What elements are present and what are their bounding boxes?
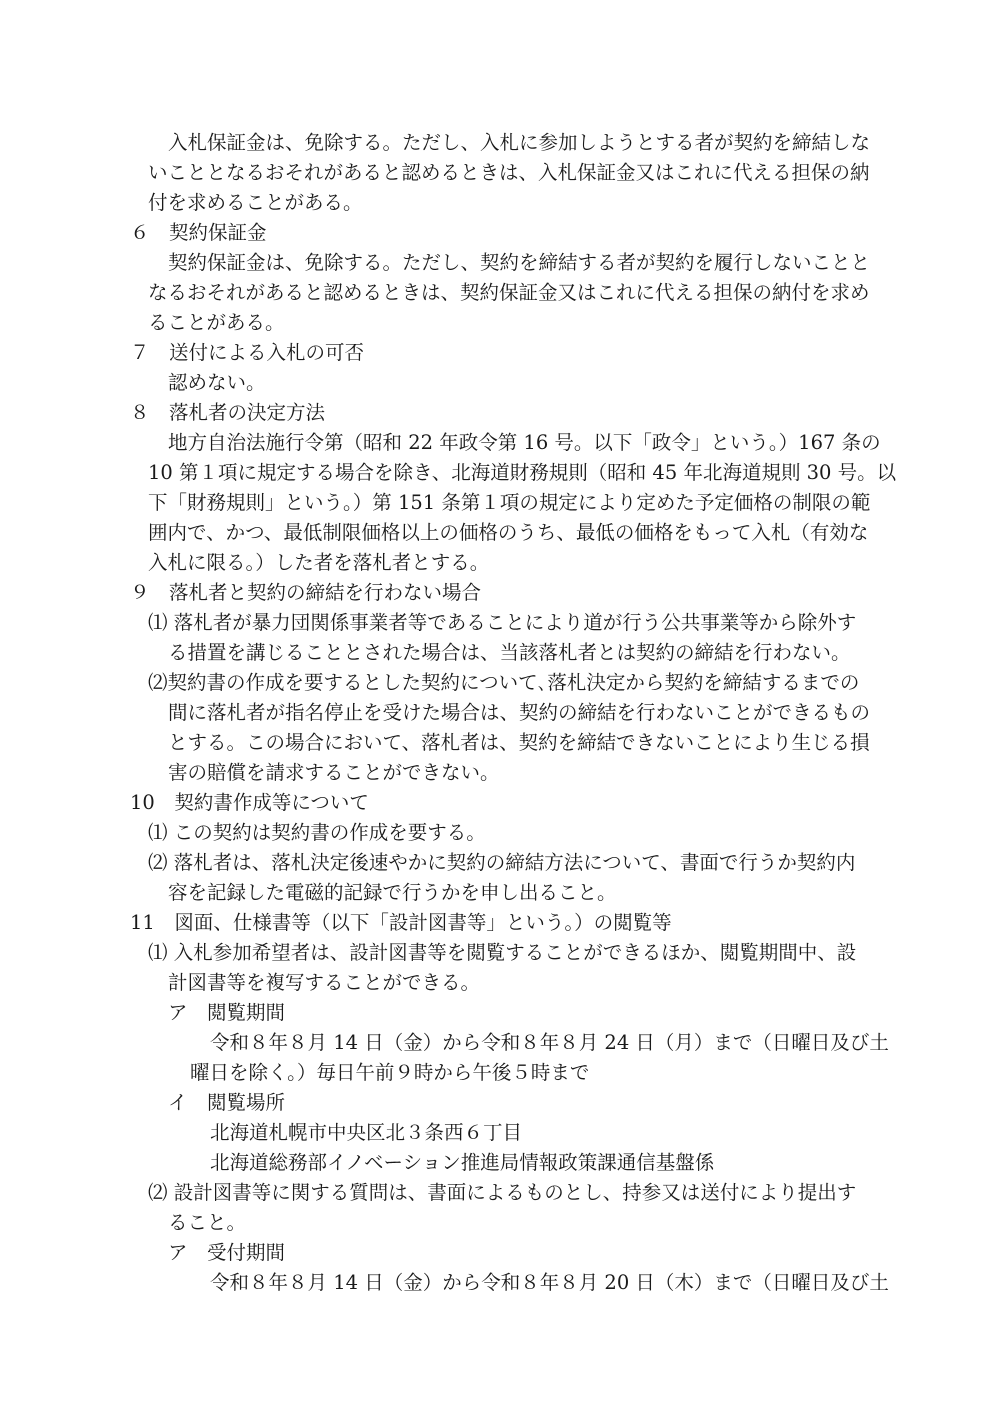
section5-text-line-2: いこととなるおそれがあると認めるときは、入札保証金又はこれに代える担保の納 — [148, 161, 870, 184]
section8-heading: ８ 落札者の決定方法 — [130, 401, 326, 424]
section8-text-line-4: 囲内で、かつ、最低制限価格以上の価格のうち、最低の価格をもって入札（有効な — [148, 521, 869, 544]
section6-text-line-3: ることがある。 — [148, 311, 285, 334]
section9-item2-line-1: ⑵契約書の作成を要するとした契約について､落札決定から契約を締結するまでの — [148, 671, 860, 694]
section6-heading: ６ 契約保証金 — [130, 221, 267, 244]
section5-text-line-1: 入札保証金は、免除する。ただし、入札に参加しようとする者が契約を締結しな — [168, 131, 871, 154]
section9-item1-line-2: る措置を講じることとされた場合は、当該落札者とは契約の締結を行わない。 — [168, 641, 851, 664]
section9-item2-line-3: とする。この場合において、落札者は、契約を締結できないことにより生じる損 — [168, 731, 870, 754]
section8-text-line-5: 入札に限る。）した者を落札者とする。 — [148, 551, 490, 574]
section11-item1-line-1: ⑴ 入札参加希望者は、設計図書等を閲覧することができるほか、閲覧期間中、設 — [148, 941, 857, 964]
section11-heading: 11 図面、仕様書等（以下「設計図書等」という。）の閲覧等 — [130, 911, 672, 934]
section9-item1-line-1: ⑴ 落札者が暴力団関係事業者等であることにより道が行う公共事業等から除外す — [148, 611, 857, 634]
section9-item2-line-4: 害の賠償を請求することができない。 — [168, 761, 500, 784]
viewing-place-heading: イ 閲覧場所 — [168, 1091, 286, 1114]
reception-period-line-1: 令和８年８月 14 日（金）から令和８年８月 20 日（木）まで（日曜日及び土 — [210, 1271, 889, 1294]
section8-text-line-2: 10 第１項に規定する場合を除き、北海道財務規則（昭和 45 年北海道規則 30 号。以 — [148, 461, 897, 484]
section7-text: 認めない。 — [168, 371, 266, 394]
viewing-period-line-2: 曜日を除く。）毎日午前９時から午後５時まで — [190, 1061, 590, 1084]
viewing-period-line-1: 令和８年８月 14 日（金）から令和８年８月 24 日（月）まで（日曜日及び土 — [210, 1031, 889, 1054]
section8-text-line-1: 地方自治法施行令第（昭和 22 年政令第 16 号。以下「政令」という。）167 条の — [168, 431, 881, 454]
section11-item2-line-1: ⑵ 設計図書等に関する質問は、書面によるものとし、持参又は送付により提出す — [148, 1181, 857, 1204]
section10-item2-line-2: 容を記録した電磁的記録で行うかを申し出ること。 — [168, 881, 617, 904]
section10-item2-line-1: ⑵ 落札者は、落札決定後速やかに契約の締結方法について、書面で行うか契約内 — [148, 851, 856, 874]
section6-text-line-2: なるおそれがあると認めるときは、契約保証金又はこれに代える担保の納付を求め — [148, 281, 870, 304]
section10-item1: ⑴ この契約は契約書の作成を要する。 — [148, 821, 486, 844]
section7-heading: ７ 送付による入札の可否 — [130, 341, 365, 364]
section8-text-line-3: 下「財務規則」という。）第 151 条第１項の規定により定めた予定価格の制限の範 — [148, 491, 871, 514]
reception-period-heading: ア 受付期間 — [168, 1241, 286, 1264]
section5-text-line-3: 付を求めることがある。 — [148, 191, 363, 214]
section9-heading: ９ 落札者と契約の締結を行わない場合 — [130, 581, 482, 604]
section9-item2-line-2: 間に落札者が指名停止を受けた場合は、契約の締結を行わないことができるもの — [168, 701, 871, 724]
viewing-place-department: 北海道総務部イノベーション推進局情報政策課通信基盤係 — [210, 1151, 715, 1174]
viewing-period-heading: ア 閲覧期間 — [168, 1001, 286, 1024]
section6-text-line-1: 契約保証金は、免除する。ただし、契約を締結する者が契約を履行しないことと — [168, 251, 871, 274]
section10-heading: 10 契約書作成等について — [130, 791, 369, 814]
viewing-place-address: 北海道札幌市中央区北３条西６丁目 — [210, 1121, 523, 1144]
section11-item1-line-2: 計図書等を複写することができる。 — [168, 971, 481, 994]
section11-item2-line-2: ること。 — [168, 1211, 247, 1234]
